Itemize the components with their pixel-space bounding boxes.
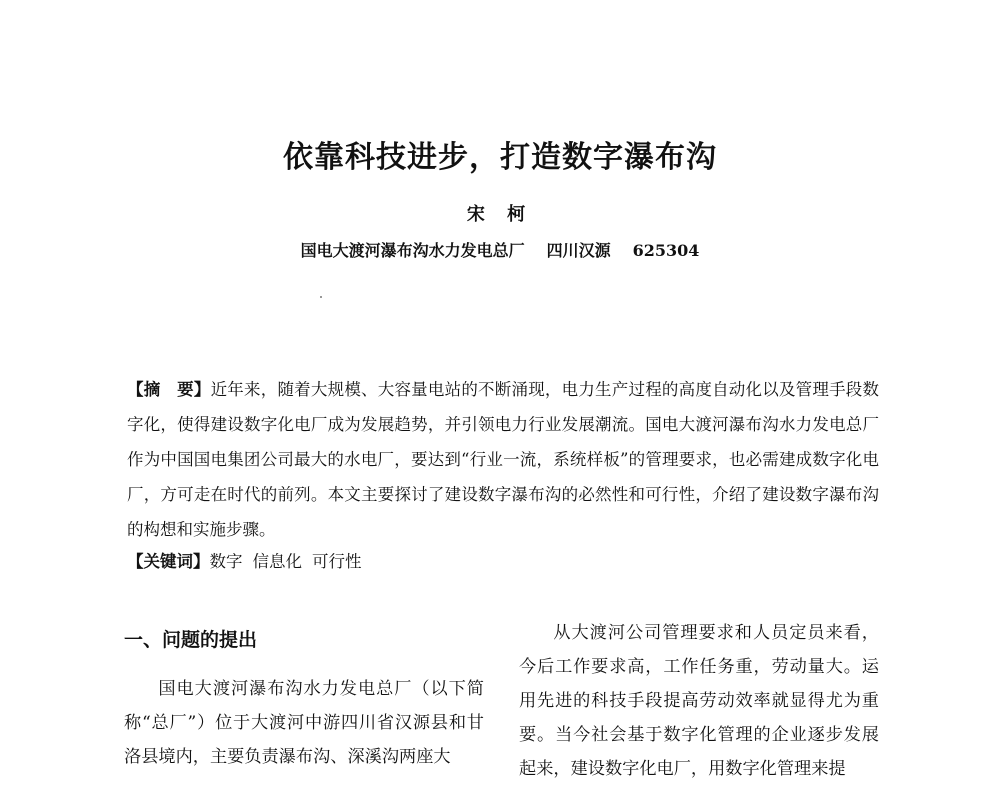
keyword-item: 数字 [209, 552, 243, 571]
author-name: 宋 柯 [466, 204, 534, 225]
abstract-label: 【摘 要】 [127, 380, 211, 399]
author-affiliation [0, 238, 1000, 261]
section-heading: 一、问题的提出 [124, 629, 258, 651]
keyword-item: 信息化 [252, 552, 302, 571]
affiliation-postcode: 625304 [632, 241, 700, 260]
body-paragraph: 从大渡河公司管理要求和人员定员来看，今后工作要求高，工作任务重，劳动量大。运用先进的科技手段提高劳动效率就显得尤为重要。当今社会基于数字化管理的企业逐步发展起来，建设数字化电厂，用数字化管理来提 [519, 623, 879, 779]
scan-speck [320, 296, 322, 298]
body-paragraph: 国电大渡河瀑布沟水力发电总厂（以下简称“总厂”）位于大渡河中游四川省汉源县和甘洛县境内，主要负责瀑布沟、深溪沟两座大 [124, 679, 484, 767]
keywords-label: 【关键词】 [127, 552, 210, 571]
body-column-left [124, 672, 484, 774]
body-column-right [519, 616, 879, 786]
affiliation-org: 国电大渡河瀑布沟水力发电总厂 [300, 241, 525, 260]
keywords [127, 547, 879, 577]
abstract-text: 近年来，随着大规模、大容量电站的不断涌现，电力生产过程的高度自动化以及管理手段数字化，使得建设数字化电厂成为发展趋势，并引领电力行业发展潮流。国电大渡河瀑布沟水力发电总厂作为中国国电集团公司最大的水电厂，要达到“行业一流，系统样板”的管理要求，也必需建成数字化电厂，方可走在时代的前列。本文主要探讨了建设数字瀑布沟的必然性和可行性，介绍了建设数字瀑布沟的构想和实施步骤。 [127, 380, 880, 539]
abstract [127, 372, 879, 547]
paper-title: 依靠科技进步，打造数字瀑布沟 [283, 140, 717, 175]
keyword-item: 可行性 [312, 552, 362, 571]
affiliation-place: 四川汉源 [546, 241, 611, 260]
